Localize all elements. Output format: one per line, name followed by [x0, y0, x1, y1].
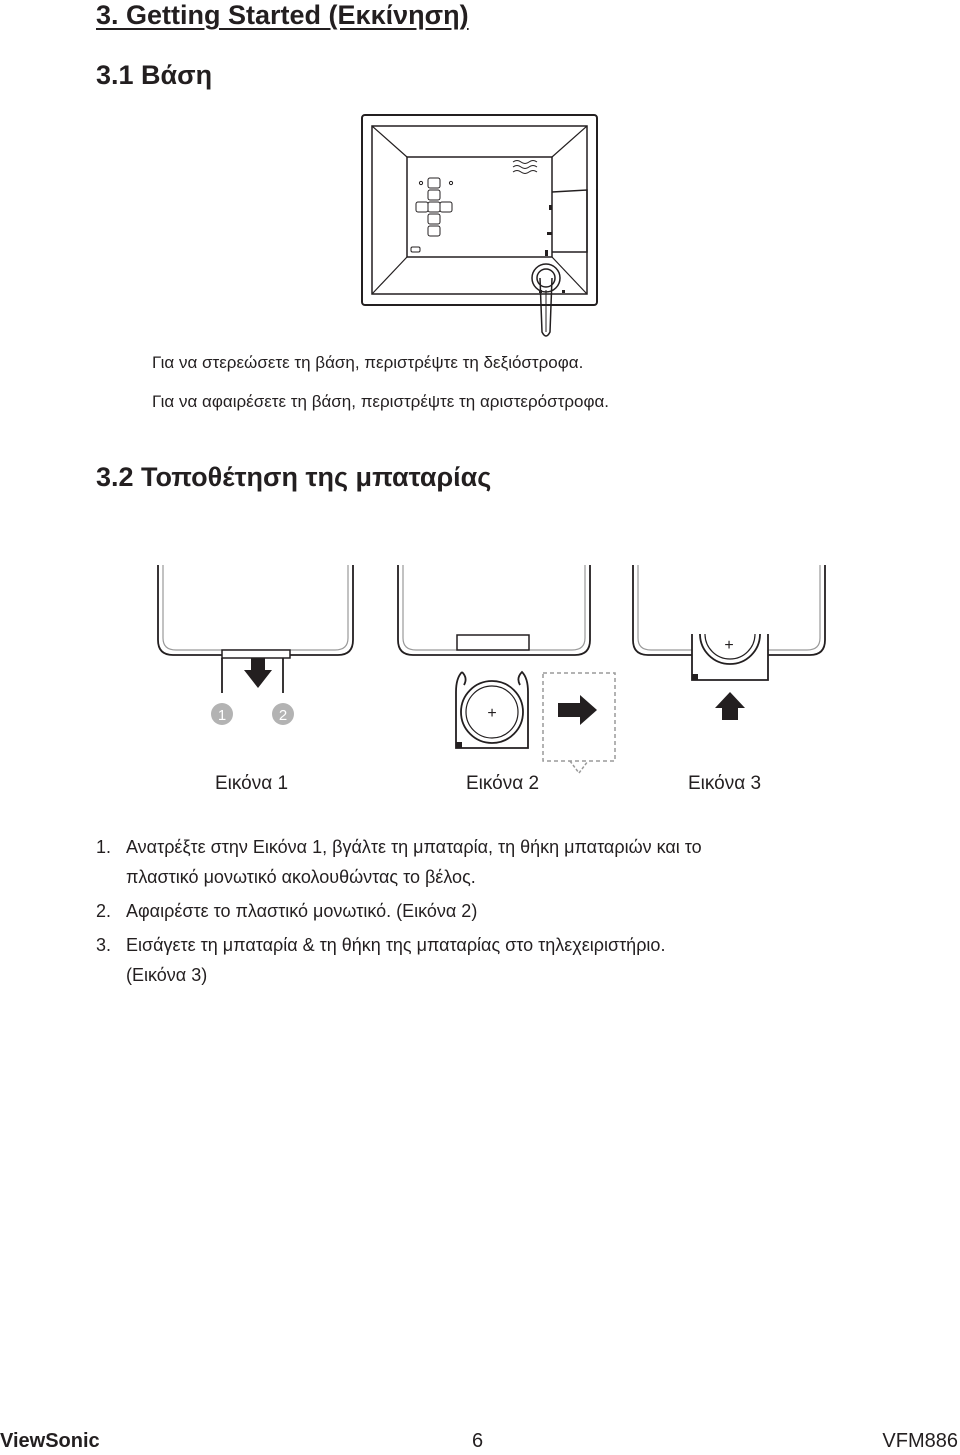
step-marker-2 [272, 703, 294, 725]
step-1 [96, 832, 896, 892]
stand-remove-text: Για να αφαιρέσετε τη βάση, περιστρέψτε τη αριστερόστροφα. [152, 392, 610, 411]
chapter-heading: 3. Getting Started (Εκκίνηση) [96, 0, 469, 30]
step-2 [96, 896, 896, 926]
section-heading-stand: 3.1 Βάση [96, 60, 213, 90]
down-arrow-icon [244, 658, 272, 688]
battery-figure-3 [625, 560, 835, 730]
step-text-line: πλαστικό μονωτικό ακολουθώντας το βέλος. [126, 867, 476, 887]
step-text-line: Ανατρέξτε στην Εικόνα 1, βγάλτε τη μπαταρία, τη θήκη μπαταριών και το [126, 837, 702, 857]
photo-frame-back-diagram [355, 110, 605, 345]
svg-text:1: 1 [217, 707, 227, 724]
step-3 [96, 930, 896, 990]
footer-brand: ViewSonic [0, 1430, 100, 1452]
stand-attach-text: Για να στερεώσετε τη βάση, περιστρέψτε τη δεξιόστροφα. [152, 353, 584, 372]
step-text-line: (Εικόνα 3) [126, 965, 208, 985]
step-marker-1 [211, 703, 233, 725]
battery-figure-2 [390, 560, 625, 775]
figure-2-caption: Εικόνα 2 [466, 773, 540, 794]
step-text-line: Εισάγετε τη μπαταρία & τη θήκη της μπαταρίας στο τηλεχειριστήριο. [126, 935, 666, 955]
step-number: 1. [96, 837, 112, 857]
up-arrow-icon [715, 692, 745, 720]
figure-1-caption: Εικόνα 1 [215, 773, 289, 794]
step-number: 3. [96, 935, 112, 955]
svg-text:2: 2 [278, 707, 288, 724]
step-text-line: Αφαιρέστε το πλαστικό μονωτικό. (Εικόνα 2) [126, 901, 478, 921]
battery-figure-1 [150, 560, 365, 740]
footer-model: VFM886 [882, 1430, 958, 1452]
figure-3-caption: Εικόνα 3 [688, 773, 762, 794]
svg-text:+: + [724, 637, 734, 654]
svg-text:+: + [487, 705, 497, 722]
footer-page-number: 6 [472, 1430, 484, 1452]
battery-steps-list [96, 832, 896, 990]
section-heading-battery: 3.2 Τοποθέτηση της μπαταρίας [96, 462, 492, 492]
step-number: 2. [96, 901, 112, 921]
